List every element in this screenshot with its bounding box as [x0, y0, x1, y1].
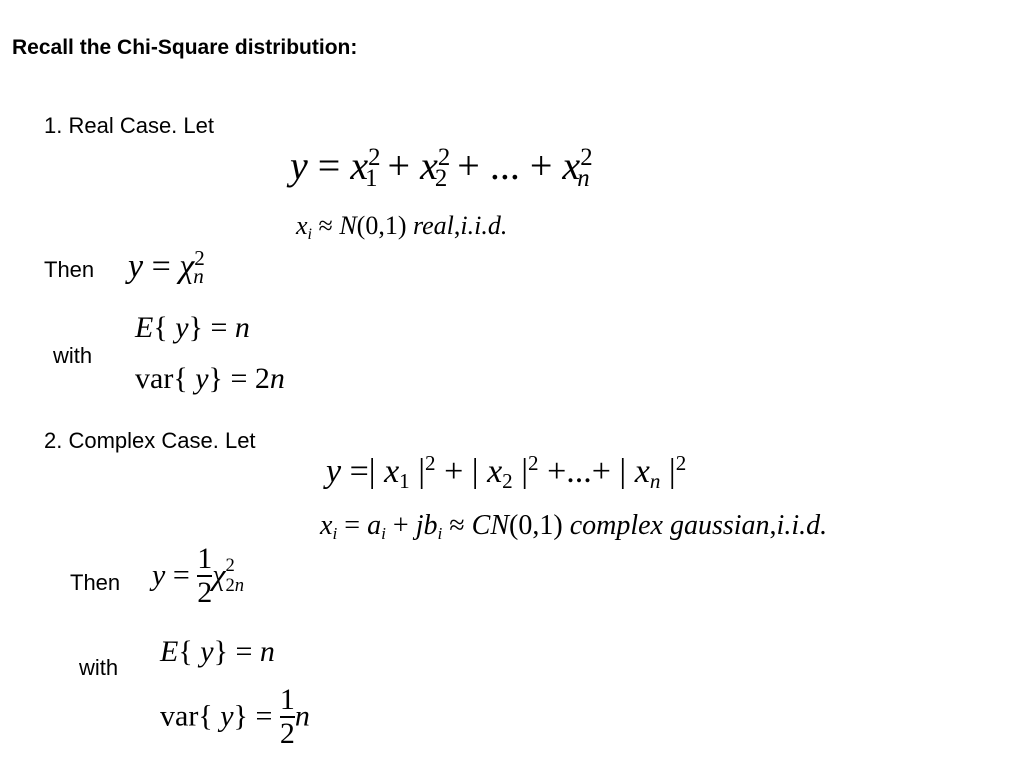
real-chi-square-equation: $y = \chi^2_n$: [128, 246, 205, 289]
complex-sum-equation: y =| $x_1$ $|^2$ + | $x_2$ $|^2$ +...+ | $x_n$ $|^2$: [326, 451, 687, 494]
real-expectation-equation: E{ y} = n: [135, 311, 250, 344]
complex-case-heading: 2. Complex Case. Let: [44, 428, 256, 453]
page-title: Recall the Chi-Square distribution:: [12, 36, 358, 59]
real-sum-equation: $y = x^2_1 + x^2_2$ + ... + $x^2_n$: [290, 143, 593, 193]
real-variance-equation: var{ y} = 2n: [135, 362, 285, 395]
complex-distribution-equation: $x_i = a_i + jb_i \approx CN(0,1)$ complex gaussian,i.i.d.: [320, 510, 828, 544]
one-half-fraction: $\frac{1}{2}$: [197, 542, 213, 609]
real-then-label: Then: [44, 257, 95, 282]
complex-with-label: with: [79, 655, 119, 680]
real-with-label: with: [53, 343, 93, 368]
complex-expectation-equation: E{ y} = n: [160, 635, 275, 668]
one-half-fraction: $\frac{1}{2}$: [279, 683, 295, 750]
real-distribution-equation: $x_i \approx N(0,1)$ real,i.i.d.: [296, 211, 508, 243]
complex-then-label: Then: [70, 570, 121, 595]
complex-variance-equation: var{ y} = $\frac{1}{2}$ n: [160, 683, 310, 750]
complex-chi-square-equation: y = $\frac{1}{2}$ χ 2 2n: [152, 542, 245, 609]
real-case-heading: 1. Real Case. Let: [44, 113, 214, 138]
